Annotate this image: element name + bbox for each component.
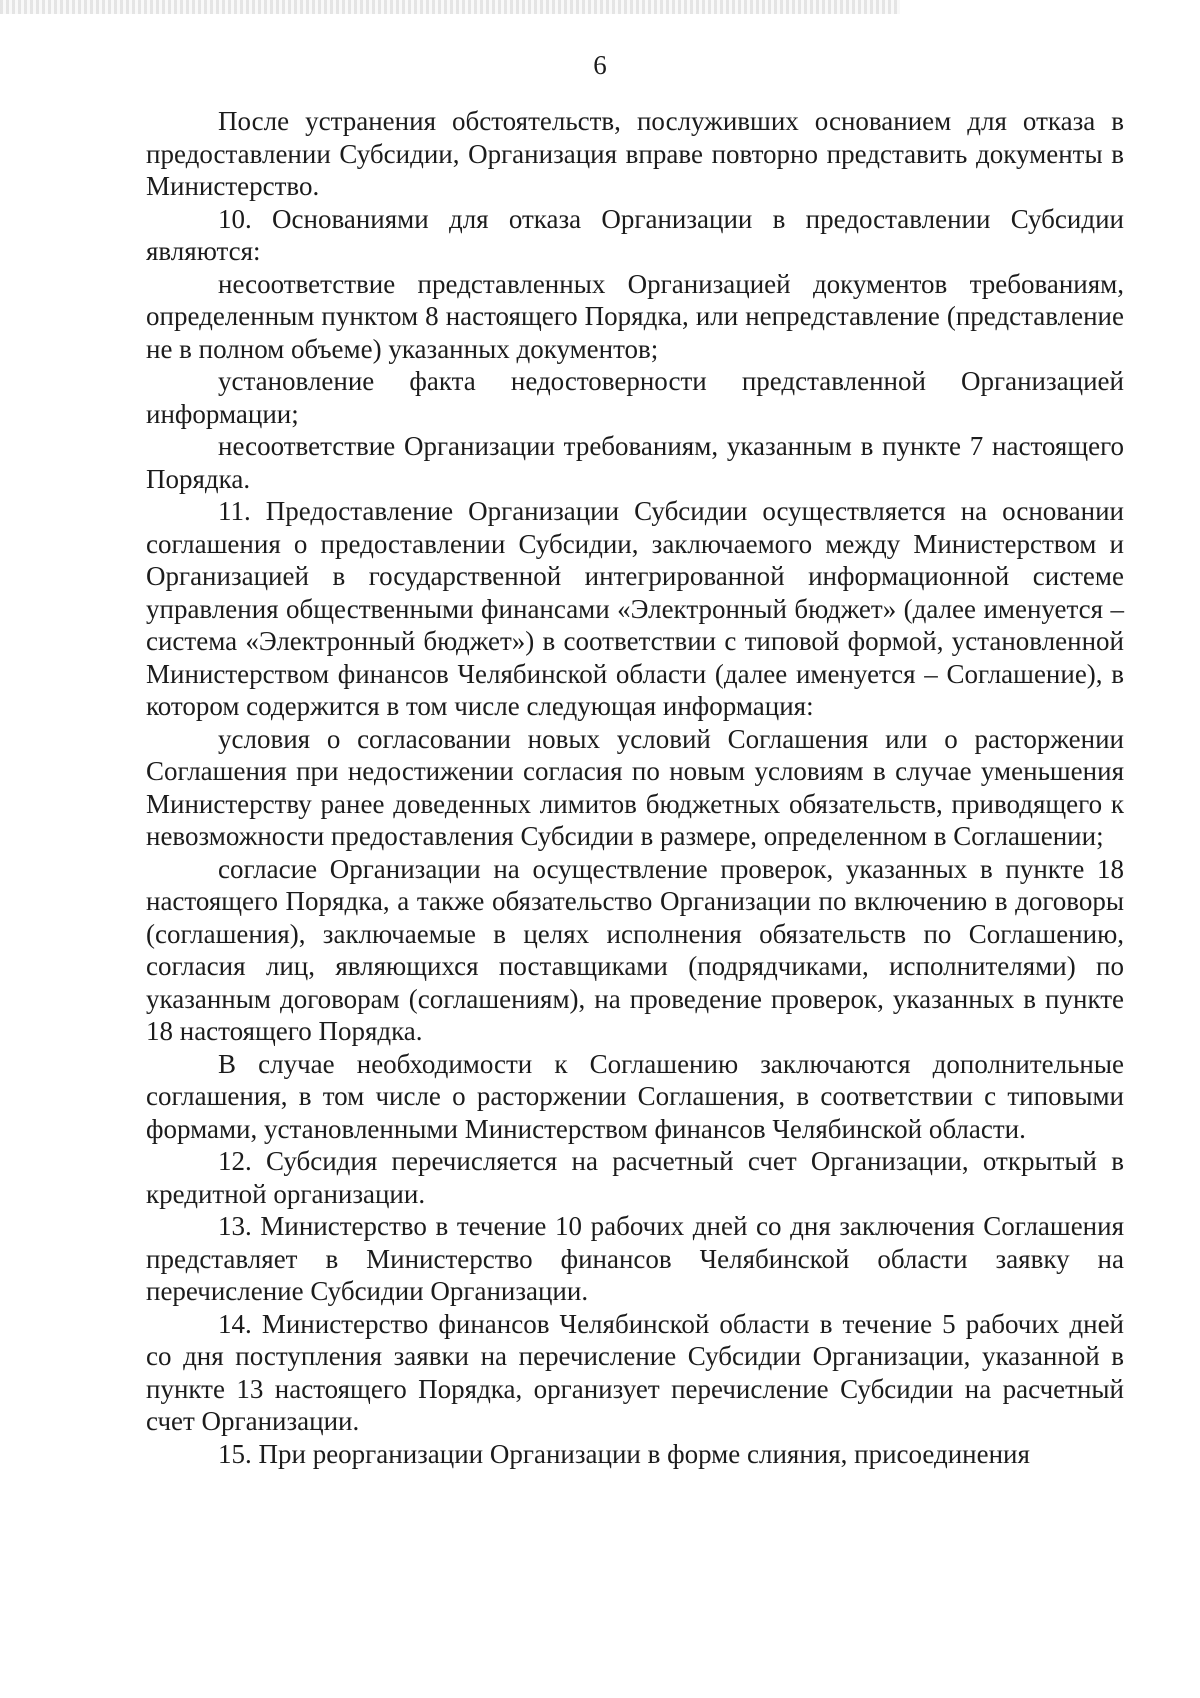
document-body [146,105,1124,1470]
paragraph: 10. Основаниями для отказа Организации в предоставлении Субсидии являются: [146,203,1124,266]
paragraph: установление факта недостоверности представленной Организацией информации; [146,366,1124,429]
paragraph: После устранения обстоятельств, послуживших основанием для отказа в предоставлении Субсидии, Организация вправе повторно представить документы в Министерство. [146,106,1124,201]
paragraph: 13. Министерство в течение 10 рабочих дней со дня заключения Соглашения представляет в Министерство финансов Челябинской области заявку на перечисление Субсидии Организации. [146,1211,1124,1306]
paragraph: 15. При реорганизации Организации в форме слияния, присоединения [218,1438,1030,1469]
page-number: 6 [593,50,607,80]
scan-artifact-strip [0,0,900,14]
paragraph: В случае необходимости к Соглашению заключаются дополнительные соглашения, в том числе о расторжении Соглашения, в соответствии с типовыми формами, установленными Министерством финансов Челябинской области. [146,1048,1124,1144]
paragraph: 14. Министерство финансов Челябинской области в течение 5 рабочих дней со дня поступления заявки на перечисление Субсидии Организации, указанной в пункте 13 настоящего Порядка, организует перечисление Субсидии на расчетный счет Организации. [146,1308,1124,1436]
paragraph: несоответствие Организации требованиям, указанным в пункте 7 настоящего Порядка. [146,431,1124,494]
paragraph: несоответствие представленных Организацией документов требованиям, определенным пунктом 8 настоящего Порядка, или непредставление (представление не в полном объеме) указанных документов; [146,268,1124,364]
paragraph: условия о согласовании новых условий Соглашения или о расторжении Соглашения при недостижении согласия по новым условиям в случае уменьшения Министерству ранее доведенных лимитов бюджетных обязательств, приводящего к невозможности предоставления Субсидии в размере, определенном в Соглашении; [146,723,1124,851]
paragraph: 11. Предоставление Организации Субсидии осуществляется на основании соглашения о предоставлении Субсидии, заключаемого между Министерством и Организацией в государственной интегрированной информационной системе управления общественными финансами «Электронный бюджет» (далее именуется – система «Электронный бюджет») в соответствии с типовой формой, установленной Министерством финансов Челябинской области (далее именуется – Соглашение), в котором содержится в том числе следующая информация: [146,496,1124,721]
paragraph: 12. Субсидия перечисляется на расчетный счет Организации, открытый в кредитной организации. [146,1146,1124,1209]
paragraph: согласие Организации на осуществление проверок, указанных в пункте 18 настоящего Порядка, а также обязательство Организации по включению в договоры (соглашения), заключаемые в целях исполнения обязательств по Соглашению, согласия лиц, являющихся поставщиками (подрядчиками, исполнителями) по указанным договорам (соглашениям), на проведение проверок, указанных в пункте 18 настоящего Порядка. [146,853,1124,1046]
